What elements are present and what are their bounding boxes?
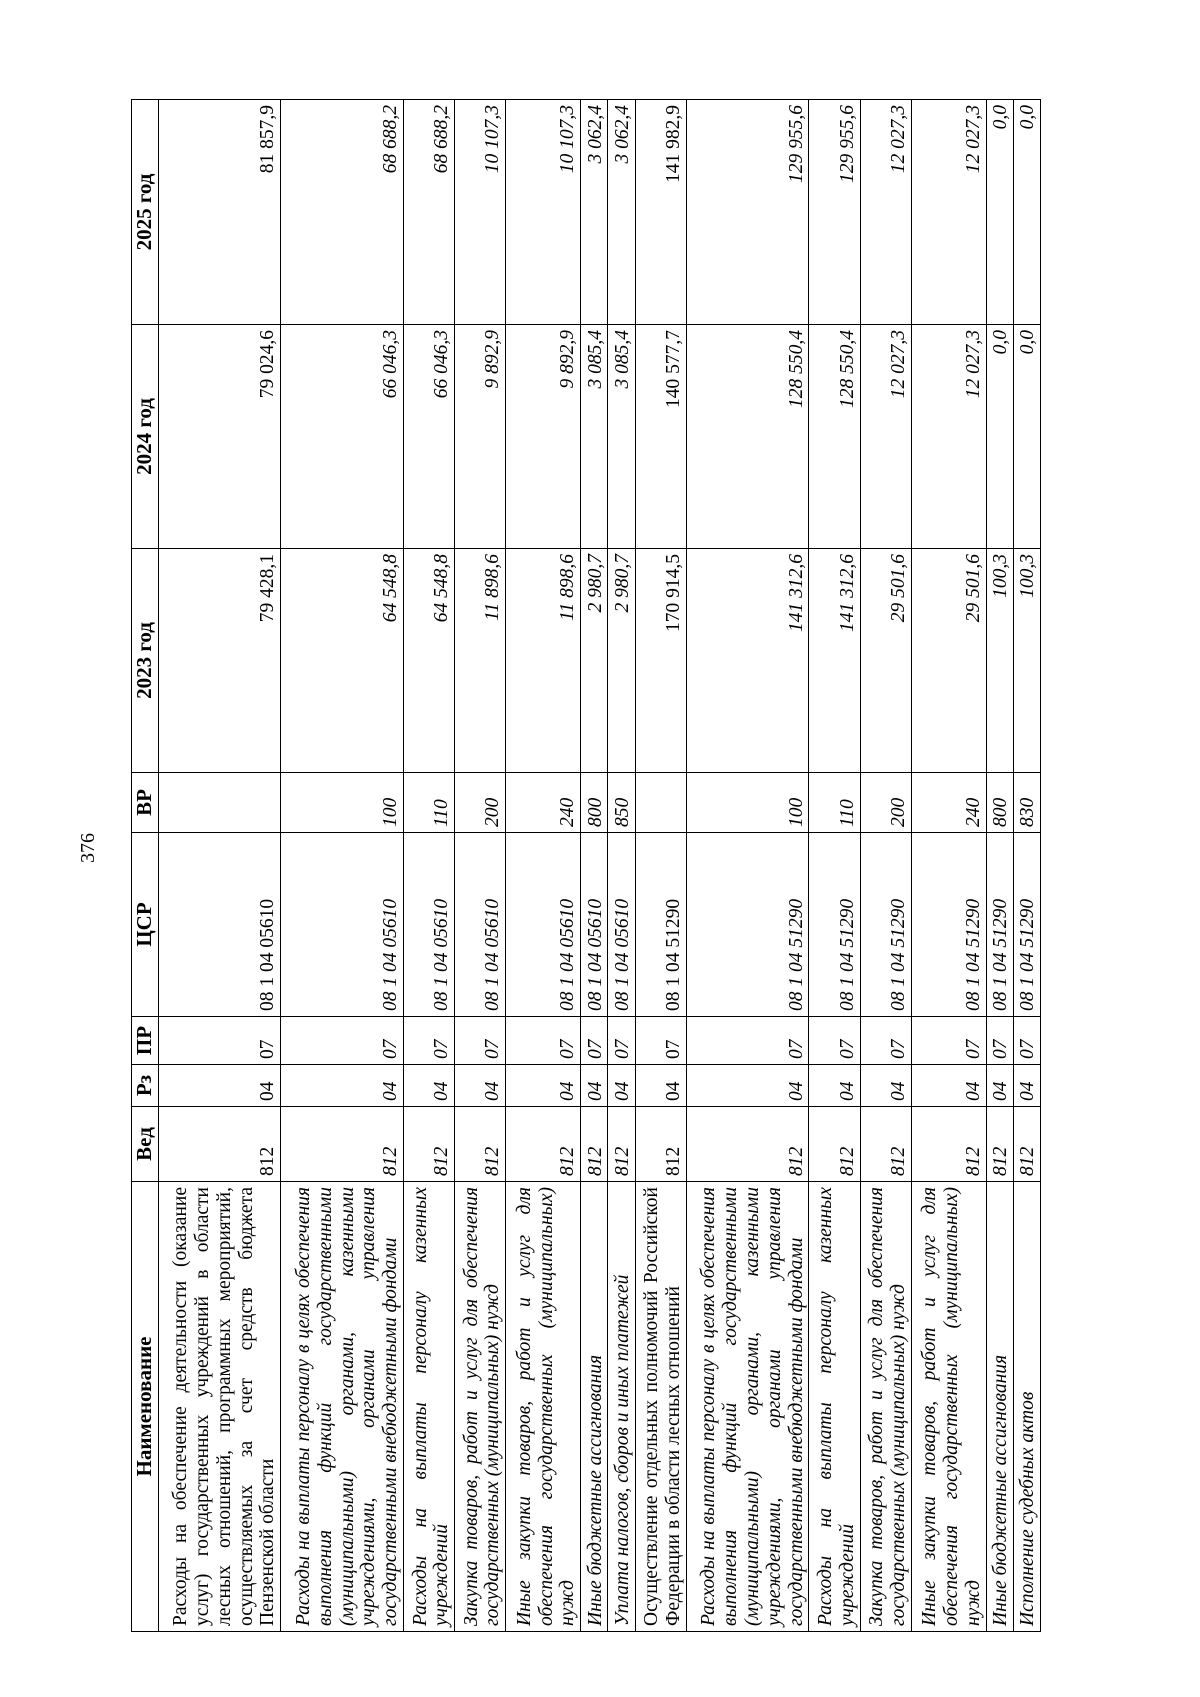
header-pr: ПР [132, 1017, 159, 1065]
cell-2023: 100,3 [986, 549, 1013, 773]
cell-2023: 64 548,8 [404, 549, 455, 773]
cell-pr: 07 [506, 1017, 581, 1065]
table-row [809, 100, 860, 1632]
cell-2025: 81 857,9 [158, 100, 281, 325]
header-rz: Рз [132, 1065, 159, 1107]
cell-2025: 129 955,6 [809, 100, 860, 325]
cell-csr: 08 1 04 51290 [986, 833, 1013, 1017]
cell-name: Иные бюджетные ассигнования [986, 1182, 1013, 1632]
cell-ved: 812 [158, 1107, 281, 1182]
cell-ved: 812 [635, 1107, 686, 1182]
table-row [860, 100, 911, 1632]
cell-vr: 830 [1013, 773, 1040, 833]
cell-ved: 812 [686, 1107, 809, 1182]
cell-vr: 100 [686, 773, 809, 833]
cell-pr: 07 [404, 1017, 455, 1065]
cell-pr: 07 [1013, 1017, 1040, 1065]
table-row [455, 100, 506, 1632]
cell-ved: 812 [455, 1107, 506, 1182]
cell-2024: 79 024,6 [158, 325, 281, 549]
table-row [404, 100, 455, 1632]
cell-2025: 10 107,3 [506, 100, 581, 325]
cell-pr: 07 [581, 1017, 608, 1065]
cell-vr: 110 [404, 773, 455, 833]
cell-ved: 812 [506, 1107, 581, 1182]
cell-pr: 07 [686, 1017, 809, 1065]
cell-pr: 07 [809, 1017, 860, 1065]
cell-2023: 100,3 [1013, 549, 1040, 773]
cell-csr: 08 1 04 51290 [635, 833, 686, 1017]
table-row [986, 100, 1013, 1632]
cell-name: Закупка товаров, работ и услуг для обеспечения государственных (муниципальных) нужд [860, 1182, 911, 1632]
cell-2024: 12 027,3 [860, 325, 911, 549]
cell-ved: 812 [608, 1107, 635, 1182]
table-row [281, 100, 404, 1632]
cell-vr: 850 [608, 773, 635, 833]
cell-rz: 04 [455, 1065, 506, 1107]
table-row [581, 100, 608, 1632]
cell-2023: 29 501,6 [860, 549, 911, 773]
cell-pr: 07 [455, 1017, 506, 1065]
cell-rz: 04 [281, 1065, 404, 1107]
cell-vr: 800 [986, 773, 1013, 833]
cell-csr: 08 1 04 51290 [911, 833, 986, 1017]
table-row [158, 100, 281, 1632]
cell-csr: 08 1 04 05610 [506, 833, 581, 1017]
cell-csr: 08 1 04 05610 [608, 833, 635, 1017]
cell-ved: 812 [911, 1107, 986, 1182]
cell-rz: 04 [860, 1065, 911, 1107]
cell-rz: 04 [635, 1065, 686, 1107]
cell-rz: 04 [686, 1065, 809, 1107]
cell-2024: 3 085,4 [581, 325, 608, 549]
cell-pr: 07 [158, 1017, 281, 1065]
table-header-row [132, 100, 159, 1632]
header-csr: ЦСР [132, 833, 159, 1017]
cell-2025: 141 982,9 [635, 100, 686, 325]
cell-csr: 08 1 04 51290 [1013, 833, 1040, 1017]
cell-name: Расходы на обеспечение деятельности (оказание услуг) государственных учреждений в области лесных отношений, программных мероприятий, осуществляемых за счет средств бюджета Пензенской области [158, 1182, 281, 1632]
cell-rz: 04 [404, 1065, 455, 1107]
cell-2025: 3 062,4 [608, 100, 635, 325]
cell-ved: 812 [809, 1107, 860, 1182]
cell-2023: 2 980,7 [608, 549, 635, 773]
cell-2024: 66 046,3 [404, 325, 455, 549]
cell-name: Иные закупки товаров, работ и услуг для обеспечения государственных (муниципальных) нужд [506, 1182, 581, 1632]
budget-table [131, 99, 1041, 1632]
cell-name: Иные закупки товаров, работ и услуг для обеспечения государственных (муниципальных) нужд [911, 1182, 986, 1632]
header-vr: ВР [132, 773, 159, 833]
cell-ved: 812 [281, 1107, 404, 1182]
table-row [911, 100, 986, 1632]
cell-ved: 812 [860, 1107, 911, 1182]
cell-pr: 07 [860, 1017, 911, 1065]
cell-2025: 10 107,3 [455, 100, 506, 325]
cell-ved: 812 [404, 1107, 455, 1182]
table-row [608, 100, 635, 1632]
cell-vr [158, 773, 281, 833]
cell-ved: 812 [1013, 1107, 1040, 1182]
cell-pr: 07 [986, 1017, 1013, 1065]
cell-2024: 9 892,9 [455, 325, 506, 549]
cell-csr: 08 1 04 05610 [455, 833, 506, 1017]
cell-rz: 04 [581, 1065, 608, 1107]
rotated-table-wrapper [131, 100, 1041, 1632]
cell-vr: 200 [860, 773, 911, 833]
header-2025: 2025 год [132, 100, 159, 325]
cell-2024: 0,0 [986, 325, 1013, 549]
table-row [1013, 100, 1040, 1632]
cell-vr: 110 [809, 773, 860, 833]
cell-2024: 66 046,3 [281, 325, 404, 549]
cell-vr: 200 [455, 773, 506, 833]
cell-rz: 04 [911, 1065, 986, 1107]
cell-name: Расходы на выплаты персоналу в целях обеспечения выполнения функций государственными (муниципальными) органами, казенными учреждениями, органами управления государственными внебюджетными фондами [281, 1182, 404, 1632]
cell-name: Расходы на выплаты персоналу в целях обеспечения выполнения функций государственными (муниципальными) органами, казенными учреждениями, органами управления государственными внебюджетными фондами [686, 1182, 809, 1632]
cell-csr: 08 1 04 51290 [686, 833, 809, 1017]
cell-2025: 0,0 [1013, 100, 1040, 325]
cell-pr: 07 [911, 1017, 986, 1065]
cell-ved: 812 [581, 1107, 608, 1182]
cell-2024: 128 550,4 [686, 325, 809, 549]
cell-2025: 129 955,6 [686, 100, 809, 325]
table-row [635, 100, 686, 1632]
cell-vr: 240 [911, 773, 986, 833]
cell-pr: 07 [635, 1017, 686, 1065]
header-ved: Вед [132, 1107, 159, 1182]
cell-csr: 08 1 04 51290 [860, 833, 911, 1017]
cell-rz: 04 [986, 1065, 1013, 1107]
cell-rz: 04 [1013, 1065, 1040, 1107]
cell-2025: 12 027,3 [860, 100, 911, 325]
cell-2024: 12 027,3 [911, 325, 986, 549]
cell-2023: 64 548,8 [281, 549, 404, 773]
cell-2025: 3 062,4 [581, 100, 608, 325]
table-row [686, 100, 809, 1632]
cell-vr: 240 [506, 773, 581, 833]
cell-pr: 07 [608, 1017, 635, 1065]
cell-vr: 800 [581, 773, 608, 833]
cell-vr [635, 773, 686, 833]
cell-csr: 08 1 04 51290 [809, 833, 860, 1017]
table-row [506, 100, 581, 1632]
page-number: 376 [77, 833, 99, 863]
cell-2023: 11 898,6 [506, 549, 581, 773]
cell-csr: 08 1 04 05610 [281, 833, 404, 1017]
cell-rz: 04 [158, 1065, 281, 1107]
cell-2025: 68 688,2 [281, 100, 404, 325]
cell-2023: 2 980,7 [581, 549, 608, 773]
cell-name: Исполнение судебных актов [1013, 1182, 1040, 1632]
cell-rz: 04 [506, 1065, 581, 1107]
cell-name: Иные бюджетные ассигнования [581, 1182, 608, 1632]
cell-csr: 08 1 04 05610 [404, 833, 455, 1017]
cell-2023: 170 914,5 [635, 549, 686, 773]
cell-name: Уплата налогов, сборов и иных платежей [608, 1182, 635, 1632]
cell-name: Расходы на выплаты персоналу казенных учреждений [404, 1182, 455, 1632]
cell-2024: 0,0 [1013, 325, 1040, 549]
cell-2024: 140 577,7 [635, 325, 686, 549]
cell-2023: 79 428,1 [158, 549, 281, 773]
cell-2024: 3 085,4 [608, 325, 635, 549]
cell-2025: 12 027,3 [911, 100, 986, 325]
cell-name: Осуществление отдельных полномочий Российской Федерации в области лесных отношений [635, 1182, 686, 1632]
table-body [158, 100, 1040, 1632]
cell-rz: 04 [608, 1065, 635, 1107]
cell-2023: 29 501,6 [911, 549, 986, 773]
cell-vr: 100 [281, 773, 404, 833]
cell-2024: 9 892,9 [506, 325, 581, 549]
cell-2023: 141 312,6 [809, 549, 860, 773]
cell-csr: 08 1 04 05610 [581, 833, 608, 1017]
cell-2024: 128 550,4 [809, 325, 860, 549]
header-2023: 2023 год [132, 549, 159, 773]
cell-2025: 68 688,2 [404, 100, 455, 325]
cell-pr: 07 [281, 1017, 404, 1065]
cell-rz: 04 [809, 1065, 860, 1107]
cell-name: Закупка товаров, работ и услуг для обеспечения государственных (муниципальных) нужд [455, 1182, 506, 1632]
cell-2023: 141 312,6 [686, 549, 809, 773]
cell-2025: 0,0 [986, 100, 1013, 325]
cell-name: Расходы на выплаты персоналу казенных учреждений [809, 1182, 860, 1632]
header-2024: 2024 год [132, 325, 159, 549]
cell-ved: 812 [986, 1107, 1013, 1182]
cell-csr: 08 1 04 05610 [158, 833, 281, 1017]
cell-2023: 11 898,6 [455, 549, 506, 773]
header-name: Наименование [132, 1182, 159, 1632]
